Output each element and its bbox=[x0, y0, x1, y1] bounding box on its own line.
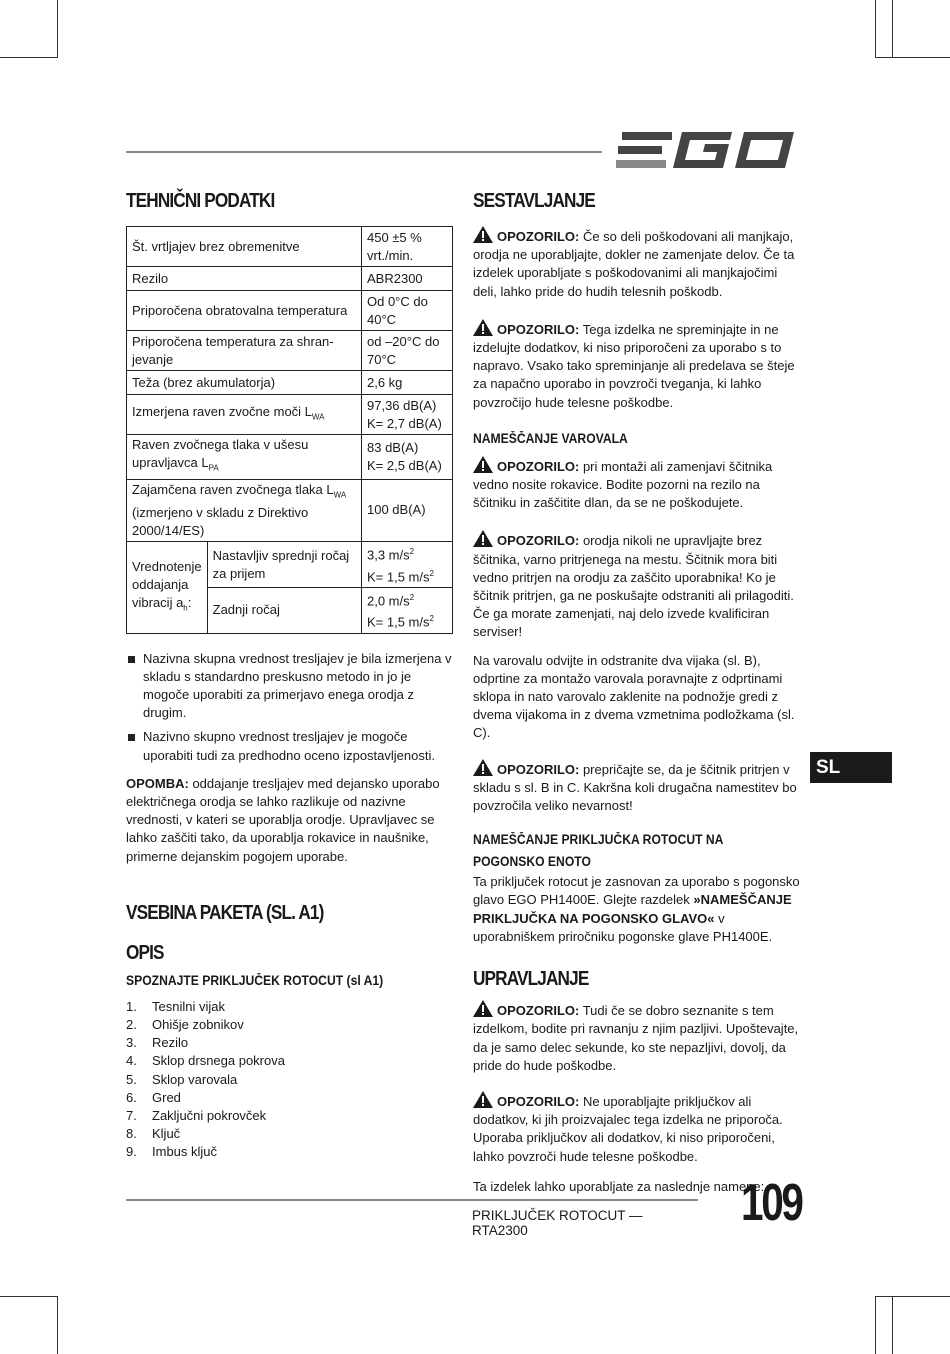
spec-value: 100 dB(A) bbox=[362, 479, 453, 542]
warning-text: prepričajte se, da je ščitnik pritrjen v skladu s sl. B in C. Kakršna koli drugačna namestitev bo povzročila veliko nevarnost! bbox=[473, 761, 797, 814]
label-subscript: WA bbox=[311, 412, 325, 422]
text-run: v uporabniškem priročniku pogonske glave PH1400E. bbox=[473, 910, 773, 944]
attach-paragraph bbox=[473, 873, 801, 946]
item-number: 8. bbox=[126, 1126, 137, 1142]
warning-icon bbox=[473, 1091, 493, 1108]
spec-value bbox=[362, 395, 453, 435]
crop-mark bbox=[875, 57, 950, 58]
note-paragraph bbox=[126, 775, 453, 866]
item-text: Rezilo bbox=[152, 1035, 189, 1051]
assembly-title: SESTAVLJANJE bbox=[473, 190, 595, 212]
value-superscript: 2 bbox=[429, 568, 434, 578]
label-text: (izmerjeno v skladu z Direktivo 2000/14/ES) bbox=[132, 505, 309, 539]
tech-data-title: TEHNIČNI PODATKI bbox=[126, 190, 275, 212]
table-row bbox=[127, 395, 453, 435]
guard-paragraph: Na varovalu odvijte in odstranite dva vijaka (sl. B), odprtine za montažo varovala poravnajte z odprtinami sklopa in nato varovalo zaklenite na podnožje gredi z dvema vijakoma in z dvema vzmetnima podložkama (sl. C). bbox=[473, 652, 795, 741]
spec-table bbox=[126, 226, 453, 634]
warning-icon bbox=[473, 759, 493, 776]
table-row bbox=[127, 227, 453, 267]
list-item: Nazivno skupno vrednost tresljajev je mogoče uporabiti tudi za predhodno oceno izpostavljenosti. bbox=[126, 728, 453, 764]
value-line: K= 2,5 dB(A) bbox=[367, 457, 442, 473]
title-line: POGONSKO ENOTO bbox=[473, 854, 591, 870]
label-text: Izmerjena raven zvočne moči L bbox=[132, 403, 312, 419]
warning-paragraph bbox=[473, 530, 801, 641]
crop-mark bbox=[0, 57, 58, 58]
warning-icon bbox=[473, 456, 493, 473]
warning-label: OPOZORILO: bbox=[497, 761, 580, 777]
warning-icon bbox=[473, 1000, 493, 1017]
item-text: Imbus ključ bbox=[152, 1144, 218, 1160]
know-title: SPOZNAJTE PRIKLJUČEK ROTOCUT (sl A1) bbox=[126, 972, 384, 988]
item-text: Sklop drsnega pokrova bbox=[152, 1053, 285, 1069]
warning-label: OPOZORILO: bbox=[497, 1093, 580, 1109]
table-row bbox=[127, 291, 453, 331]
crop-mark bbox=[875, 1296, 876, 1354]
vibration-part: Nastavljiv sprednji ročaj za prijem bbox=[207, 542, 361, 588]
crop-mark bbox=[57, 1296, 58, 1354]
warning-label: OPOZORILO: bbox=[497, 321, 580, 337]
label-text: Vrednotenje oddajanja vibracij a bbox=[132, 558, 202, 610]
vibration-label bbox=[127, 542, 208, 633]
list-item bbox=[126, 1125, 453, 1143]
spec-value bbox=[362, 435, 453, 480]
table-row bbox=[127, 331, 453, 371]
warning-text: pri montaži ali zamenjavi ščitnika vedno nosite rokavice. Bodite pozorni na rezilo na ščitniku in zaščitite dlan, da se ne poškodujete. bbox=[473, 458, 773, 511]
list-item bbox=[126, 1071, 453, 1089]
warning-text: Tega izdelka ne spreminjajte in ne izdelujte dodatkov, ki niso priporočeni za uporabo s to napravo. Vsako tako spreminjanje ali predelava se šteje za napačno uporabo in povzroči tveganja, ki lahko povzročijo hude telesne poškodbe. bbox=[473, 321, 795, 410]
item-text: Gred bbox=[152, 1089, 181, 1105]
language-tab: SL bbox=[810, 752, 892, 783]
left-column bbox=[126, 188, 453, 1162]
spec-label: Rezilo bbox=[127, 267, 362, 291]
item-text: Sklop varovala bbox=[152, 1071, 238, 1087]
item-text: Ohišje zobnikov bbox=[152, 1016, 244, 1032]
item-text: Tesnilni vijak bbox=[152, 998, 225, 1014]
warning-icon bbox=[473, 530, 493, 547]
list-item: Nazivna skupna vrednost tresljajev je bila izmerjena v skladu s standardno preskusno metodo in jo je mogoče uporabiti za primerjavo enega orodja z drugim. bbox=[126, 650, 453, 723]
list-item bbox=[126, 1089, 453, 1107]
final-paragraph: Ta izdelek lahko uporabljate za naslednje namene: bbox=[473, 1178, 765, 1194]
value-line: K= 1,5 m/s bbox=[367, 568, 430, 584]
ego-logo bbox=[616, 128, 800, 172]
label-subscript: h bbox=[183, 603, 188, 613]
item-number: 1. bbox=[126, 998, 137, 1014]
right-column bbox=[473, 188, 801, 1196]
list-item bbox=[126, 998, 453, 1016]
spec-label: Priporočena temperatura za shran-jevanje bbox=[127, 331, 362, 371]
spec-value: 450 ±5 % vrt./min. bbox=[362, 227, 453, 267]
text-run-bold: »NAMEŠČANJE PRIKLJUČKA NA POGONSKO GLAVO« bbox=[473, 892, 792, 926]
spec-label bbox=[127, 395, 362, 435]
spec-label bbox=[127, 479, 362, 542]
spec-label bbox=[127, 435, 362, 480]
warning-label: OPOZORILO: bbox=[497, 1003, 580, 1019]
spec-value bbox=[362, 542, 453, 588]
list-item bbox=[126, 1143, 453, 1161]
item-text: Ključ bbox=[152, 1126, 181, 1142]
value-superscript: 2 bbox=[429, 614, 434, 624]
footer-text: PRIKLJUČEK ROTOCUT — RTA2300 bbox=[472, 1208, 643, 1238]
attach-title bbox=[473, 829, 768, 873]
spec-value: 2,6 kg bbox=[362, 371, 453, 395]
item-number: 2. bbox=[126, 1016, 137, 1032]
table-row bbox=[127, 267, 453, 291]
header-rule bbox=[126, 151, 602, 153]
note-label: OPOMBA: bbox=[126, 775, 189, 791]
package-title: VSEBINA PAKETA (SL. A1) bbox=[126, 901, 324, 924]
spec-value: Od 0°C do 40°C bbox=[362, 291, 453, 331]
spec-label: Teža (brez akumulatorja) bbox=[127, 371, 362, 395]
warning-text: Tudi če se dobro seznanite s tem izdelkom, bodite pri ravnanju z njim pazljivi. Upoštevajte, da je samo delec sekunde, ko ste nepazljivi, dovolj, da pride do hude poškodbe. bbox=[473, 1003, 799, 1073]
value-superscript: 2 bbox=[409, 547, 415, 557]
operation-title: UPRAVLJANJE bbox=[473, 968, 589, 991]
value-line: 2,0 m/s bbox=[367, 593, 410, 609]
table-row bbox=[127, 479, 453, 542]
value-superscript: 2 bbox=[409, 592, 415, 602]
warning-text: orodja nikoli ne upravljajte brez ščitnika, varno pritrjenega na mestu. Ščitnik mora biti vedno pritrjen na orodju za zaščito uporabnika! Ko je ščitnik pritrjen, ga ne poskušajte odstraniti ali prilagoditi. Če ga morate zamenjati, naj delo izvede kvalificiran serviser! bbox=[473, 533, 794, 640]
spec-value: od –20°C do 70°C bbox=[362, 331, 453, 371]
warning-label: OPOZORILO: bbox=[497, 533, 580, 549]
item-number: 6. bbox=[126, 1089, 137, 1105]
crop-mark bbox=[892, 1296, 893, 1354]
crop-mark bbox=[892, 0, 893, 58]
warning-paragraph bbox=[473, 456, 801, 513]
list-item bbox=[126, 1052, 453, 1070]
warning-text: Ne uporabljajte priključkov ali dodatkov, ki jih proizvajalec tega izdelka ne priporoča. Uporaba priključkov ali dodatkov, ki niso priporočeni, lahko povzroči hude telesne poškodbe. bbox=[473, 1093, 783, 1164]
bullet-list bbox=[126, 650, 453, 765]
spec-label: Št. vrtljajev brez obremenitve bbox=[127, 227, 362, 267]
item-number: 9. bbox=[126, 1144, 137, 1160]
parts-list bbox=[126, 998, 453, 1162]
text-run: Ta priključek rotocut je zasnovan za uporabo s pogonsko glavo EGO PH1400E. Glejte razdelek bbox=[473, 874, 800, 908]
crop-mark bbox=[875, 1296, 950, 1297]
table-row bbox=[127, 435, 453, 480]
warning-icon bbox=[473, 319, 493, 336]
table-row bbox=[127, 371, 453, 395]
warning-text: Če so deli poškodovani ali manjkajo, orodja ne uporabljajte, dokler ne zamenjate delov. Če ta izdelek uporabljate s poškodovanimi ali manjkajočimi deli, lahko pride do hudih telesnih poškodb. bbox=[473, 229, 795, 299]
item-number: 3. bbox=[126, 1035, 137, 1051]
label-subscript: WA bbox=[333, 490, 347, 500]
note-text: oddajanje tresljajev med dejansko uporabo električnega orodja se lahko razlikuje od nazivne vrednosti, v kateri se uporablja orodje. Upravljavec se lahko zaščiti tako, da uporablja rokavice in naušnike, primerne dejanskim pogojem uporabe. bbox=[126, 775, 440, 864]
description-title: OPIS bbox=[126, 941, 164, 964]
label-text: Raven zvočnega tlaka v ušesu upravljavca L bbox=[132, 437, 309, 470]
item-number: 7. bbox=[126, 1107, 137, 1123]
item-text: Zaključni pokrovček bbox=[152, 1107, 267, 1123]
spec-value bbox=[362, 587, 453, 633]
list-item bbox=[126, 1107, 453, 1125]
value-line: 83 dB(A) bbox=[367, 439, 419, 455]
crop-mark bbox=[875, 0, 876, 58]
footer-rule bbox=[126, 1199, 698, 1201]
item-number: 5. bbox=[126, 1071, 137, 1087]
table-row bbox=[127, 542, 453, 588]
vibration-part: Zadnji ročaj bbox=[207, 587, 361, 633]
value-line: K= 1,5 m/s bbox=[367, 614, 430, 630]
warning-paragraph bbox=[473, 226, 801, 301]
warning-label: OPOZORILO: bbox=[497, 229, 580, 244]
value-line: K= 2,7 dB(A) bbox=[367, 415, 442, 431]
page-number: 109 bbox=[741, 1174, 802, 1232]
list-item bbox=[126, 1016, 453, 1034]
warning-paragraph bbox=[473, 1000, 801, 1075]
warning-paragraph bbox=[473, 319, 801, 412]
warning-label: OPOZORILO: bbox=[497, 458, 580, 474]
value-line: 97,36 dB(A) bbox=[367, 397, 437, 413]
crop-mark bbox=[57, 0, 58, 58]
guard-title: NAMEŠČANJE VAROVALA bbox=[473, 430, 628, 446]
list-item bbox=[126, 1034, 453, 1052]
warning-paragraph bbox=[473, 759, 801, 816]
value-line: 3,3 m/s bbox=[367, 547, 410, 563]
title-line: NAMEŠČANJE PRIKLJUČKA ROTOCUT NA bbox=[473, 832, 724, 848]
item-number: 4. bbox=[126, 1053, 137, 1069]
label-subscript: PA bbox=[208, 463, 219, 473]
crop-mark bbox=[0, 1296, 58, 1297]
spec-label: Priporočena obratovalna temperatura bbox=[127, 291, 362, 331]
warning-paragraph bbox=[473, 1091, 801, 1166]
label-text: Zajamčena raven zvočnega tlaka L bbox=[132, 481, 334, 497]
warning-icon bbox=[473, 226, 493, 243]
spec-value: ABR2300 bbox=[362, 267, 453, 291]
label-text: : bbox=[187, 594, 192, 610]
